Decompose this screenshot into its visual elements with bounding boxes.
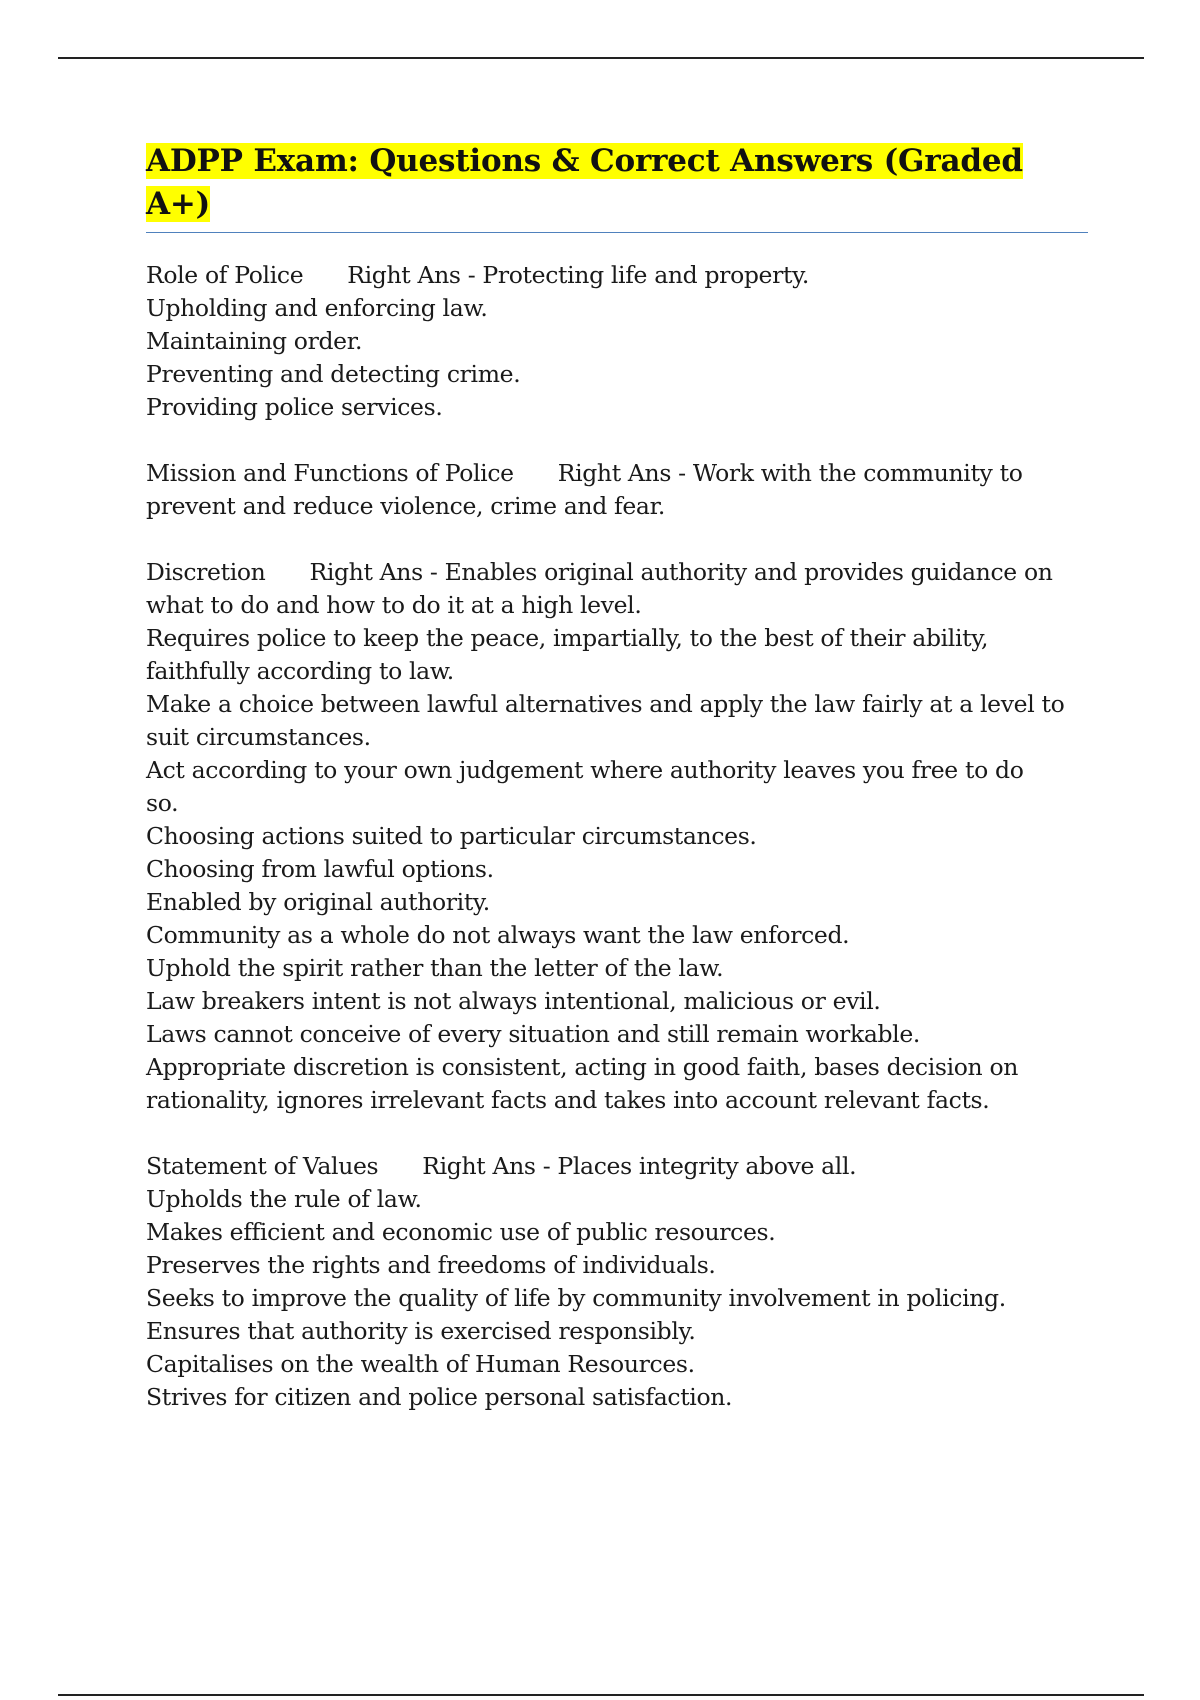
answer-line: Requires police to keep the peace, impartially, to the best of their ability, [146,624,989,652]
answer-line: Appropriate discretion is consistent, acting in good faith, bases decision on [146,1053,1019,1081]
answer-line: faithfully according to law. [146,657,454,685]
answer-line: Laws cannot conceive of every situation and still remain workable. [146,1020,921,1048]
answer-line: Choosing actions suited to particular circumstances. [146,822,757,850]
question-term: Statement of Values [146,1152,379,1180]
document-title: ADPP Exam: Questions & Correct Answers (Graded A+) [146,143,1023,222]
answer-text: Right Ans - Work with the community to [557,459,1023,487]
answer-line: Law breakers intent is not always intentional, malicious or evil. [146,987,881,1015]
answer-line: Preventing and detecting crime. [146,360,521,388]
title-block [146,140,1088,233]
answer-line [146,556,1088,589]
answer-text: Right Ans - Protecting life and property. [347,261,810,289]
page-header-rule [58,57,1144,59]
answer-line: suit circumstances. [146,723,371,751]
question-term: Role of Police [146,261,304,289]
answer-line: Ensures that authority is exercised responsibly. [146,1317,696,1345]
question-term: Mission and Functions of Police [146,459,514,487]
answer-line: Maintaining order. [146,327,363,355]
answer-line: prevent and reduce violence, crime and fear. [146,492,666,520]
page-footer-rule [58,1694,1144,1696]
document-body [146,140,1088,1447]
qa-entry [146,259,1088,424]
answer-line: Uphold the spirit rather than the letter of the law. [146,954,724,982]
answer-line: Upholds the rule of law. [146,1185,422,1213]
question-term: Discretion [146,558,266,586]
answer-line: Seeks to improve the quality of life by community involvement in policing. [146,1284,1006,1312]
answer-line: what to do and how to do it at a high level. [146,591,642,619]
answer-line [146,259,1088,292]
answer-line [146,457,1088,490]
qa-entry [146,556,1088,1117]
answer-line: so. [146,789,179,817]
answer-line [146,1150,1088,1183]
answer-text: Right Ans - Places integrity above all. [422,1152,857,1180]
answer-line: Upholding and enforcing law. [146,294,488,322]
qa-entry [146,1150,1088,1414]
answer-line: Community as a whole do not always want the law enforced. [146,921,850,949]
answer-line: Strives for citizen and police personal satisfaction. [146,1383,733,1411]
answer-line: Makes efficient and economic use of public resources. [146,1218,776,1246]
answer-line: Enabled by original authority. [146,888,490,916]
answer-line: Capitalises on the wealth of Human Resources. [146,1350,695,1378]
answer-line: Preserves the rights and freedoms of individuals. [146,1251,716,1279]
answer-line: Providing police services. [146,393,443,421]
answer-line: Choosing from lawful options. [146,855,494,883]
answer-line: Make a choice between lawful alternatives and apply the law fairly at a level to [146,690,1065,718]
answer-line: Act according to your own judgement where authority leaves you free to do [146,756,1024,784]
qa-entry [146,457,1088,523]
qa-list [146,259,1088,1414]
answer-text: Right Ans - Enables original authority and provides guidance on [309,558,1053,586]
answer-line: rationality, ignores irrelevant facts and takes into account relevant facts. [146,1086,990,1114]
